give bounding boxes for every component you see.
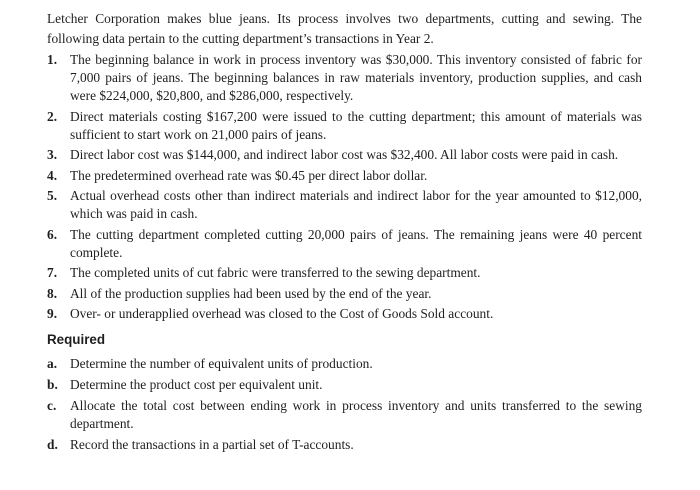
transaction-item-7 (47, 264, 642, 282)
item-text: Actual overhead costs other than indirect materials and indirect labor for the year amounted to $12,000, which was paid in cash. (70, 188, 642, 221)
requirement-letter: c. (47, 398, 57, 413)
requirement-text: Record the transactions in a partial set of T-accounts. (70, 437, 354, 452)
requirement-letter: d. (47, 437, 58, 452)
requirement-text: Determine the product cost per equivalent unit. (70, 377, 323, 392)
transaction-list (47, 51, 642, 323)
requirement-text: Determine the number of equivalent units of production. (70, 356, 373, 371)
item-number: 6. (47, 226, 58, 242)
transaction-item-5 (47, 187, 642, 223)
transaction-item-4 (47, 167, 642, 185)
item-text: The completed units of cut fabric were transferred to the sewing department. (70, 265, 481, 280)
transaction-item-2 (47, 108, 642, 144)
item-number: 7. (47, 265, 58, 280)
item-text: Direct labor cost was $144,000, and indirect labor cost was $32,400. All labor costs were paid in cash. (70, 147, 619, 162)
requirement-item-a (47, 355, 642, 373)
requirements-list (47, 355, 642, 454)
problem-intro: Letcher Corporation makes blue jeans. Its process involves two departments, cutting and sewing. The following data pertain to the cutting department’s transactions in Year 2. (47, 11, 642, 46)
item-number: 5. (47, 188, 58, 203)
requirement-text: Allocate the total cost between ending work in process inventory and units transferred to the sewing department. (70, 398, 642, 431)
transaction-item-9 (47, 305, 642, 323)
item-text: Direct materials costing $167,200 were issued to the cutting department; this amount of materials was sufficient to start work on 21,000 pairs of jeans. (70, 108, 642, 142)
item-number: 1. (47, 52, 58, 67)
required-heading: Required (47, 332, 106, 347)
requirement-item-b (47, 376, 642, 394)
requirement-letter: b. (47, 377, 58, 392)
item-number: 8. (47, 285, 58, 301)
item-text: Over- or underapplied overhead was closed to the Cost of Goods Sold account. (70, 306, 494, 321)
transaction-item-1 (47, 51, 642, 105)
transaction-item-3 (47, 146, 642, 164)
transaction-item-8 (47, 285, 642, 303)
item-number: 4. (47, 167, 58, 183)
requirement-letter: a. (47, 356, 58, 371)
item-text: The cutting department completed cutting 20,000 pairs of jeans. The remaining jeans were 40 percent complete. (70, 226, 642, 260)
item-text: All of the production supplies had been used by the end of the year. (70, 285, 432, 301)
item-text: The predetermined overhead rate was $0.45 per direct labor dollar. (70, 167, 428, 183)
item-number: 2. (47, 108, 58, 124)
item-text: The beginning balance in work in process inventory was $30,000. This inventory consisted of fabric for 7,000 pairs of jeans. The beginning balances in raw materials inventory, production supplies, and cash were $224,000, $20,800, and $286,000, respectively. (70, 52, 642, 103)
requirement-item-d (47, 436, 642, 454)
item-number: 3. (47, 147, 58, 162)
transaction-item-6 (47, 226, 642, 262)
item-number: 9. (47, 306, 58, 321)
requirement-item-c (47, 397, 642, 433)
